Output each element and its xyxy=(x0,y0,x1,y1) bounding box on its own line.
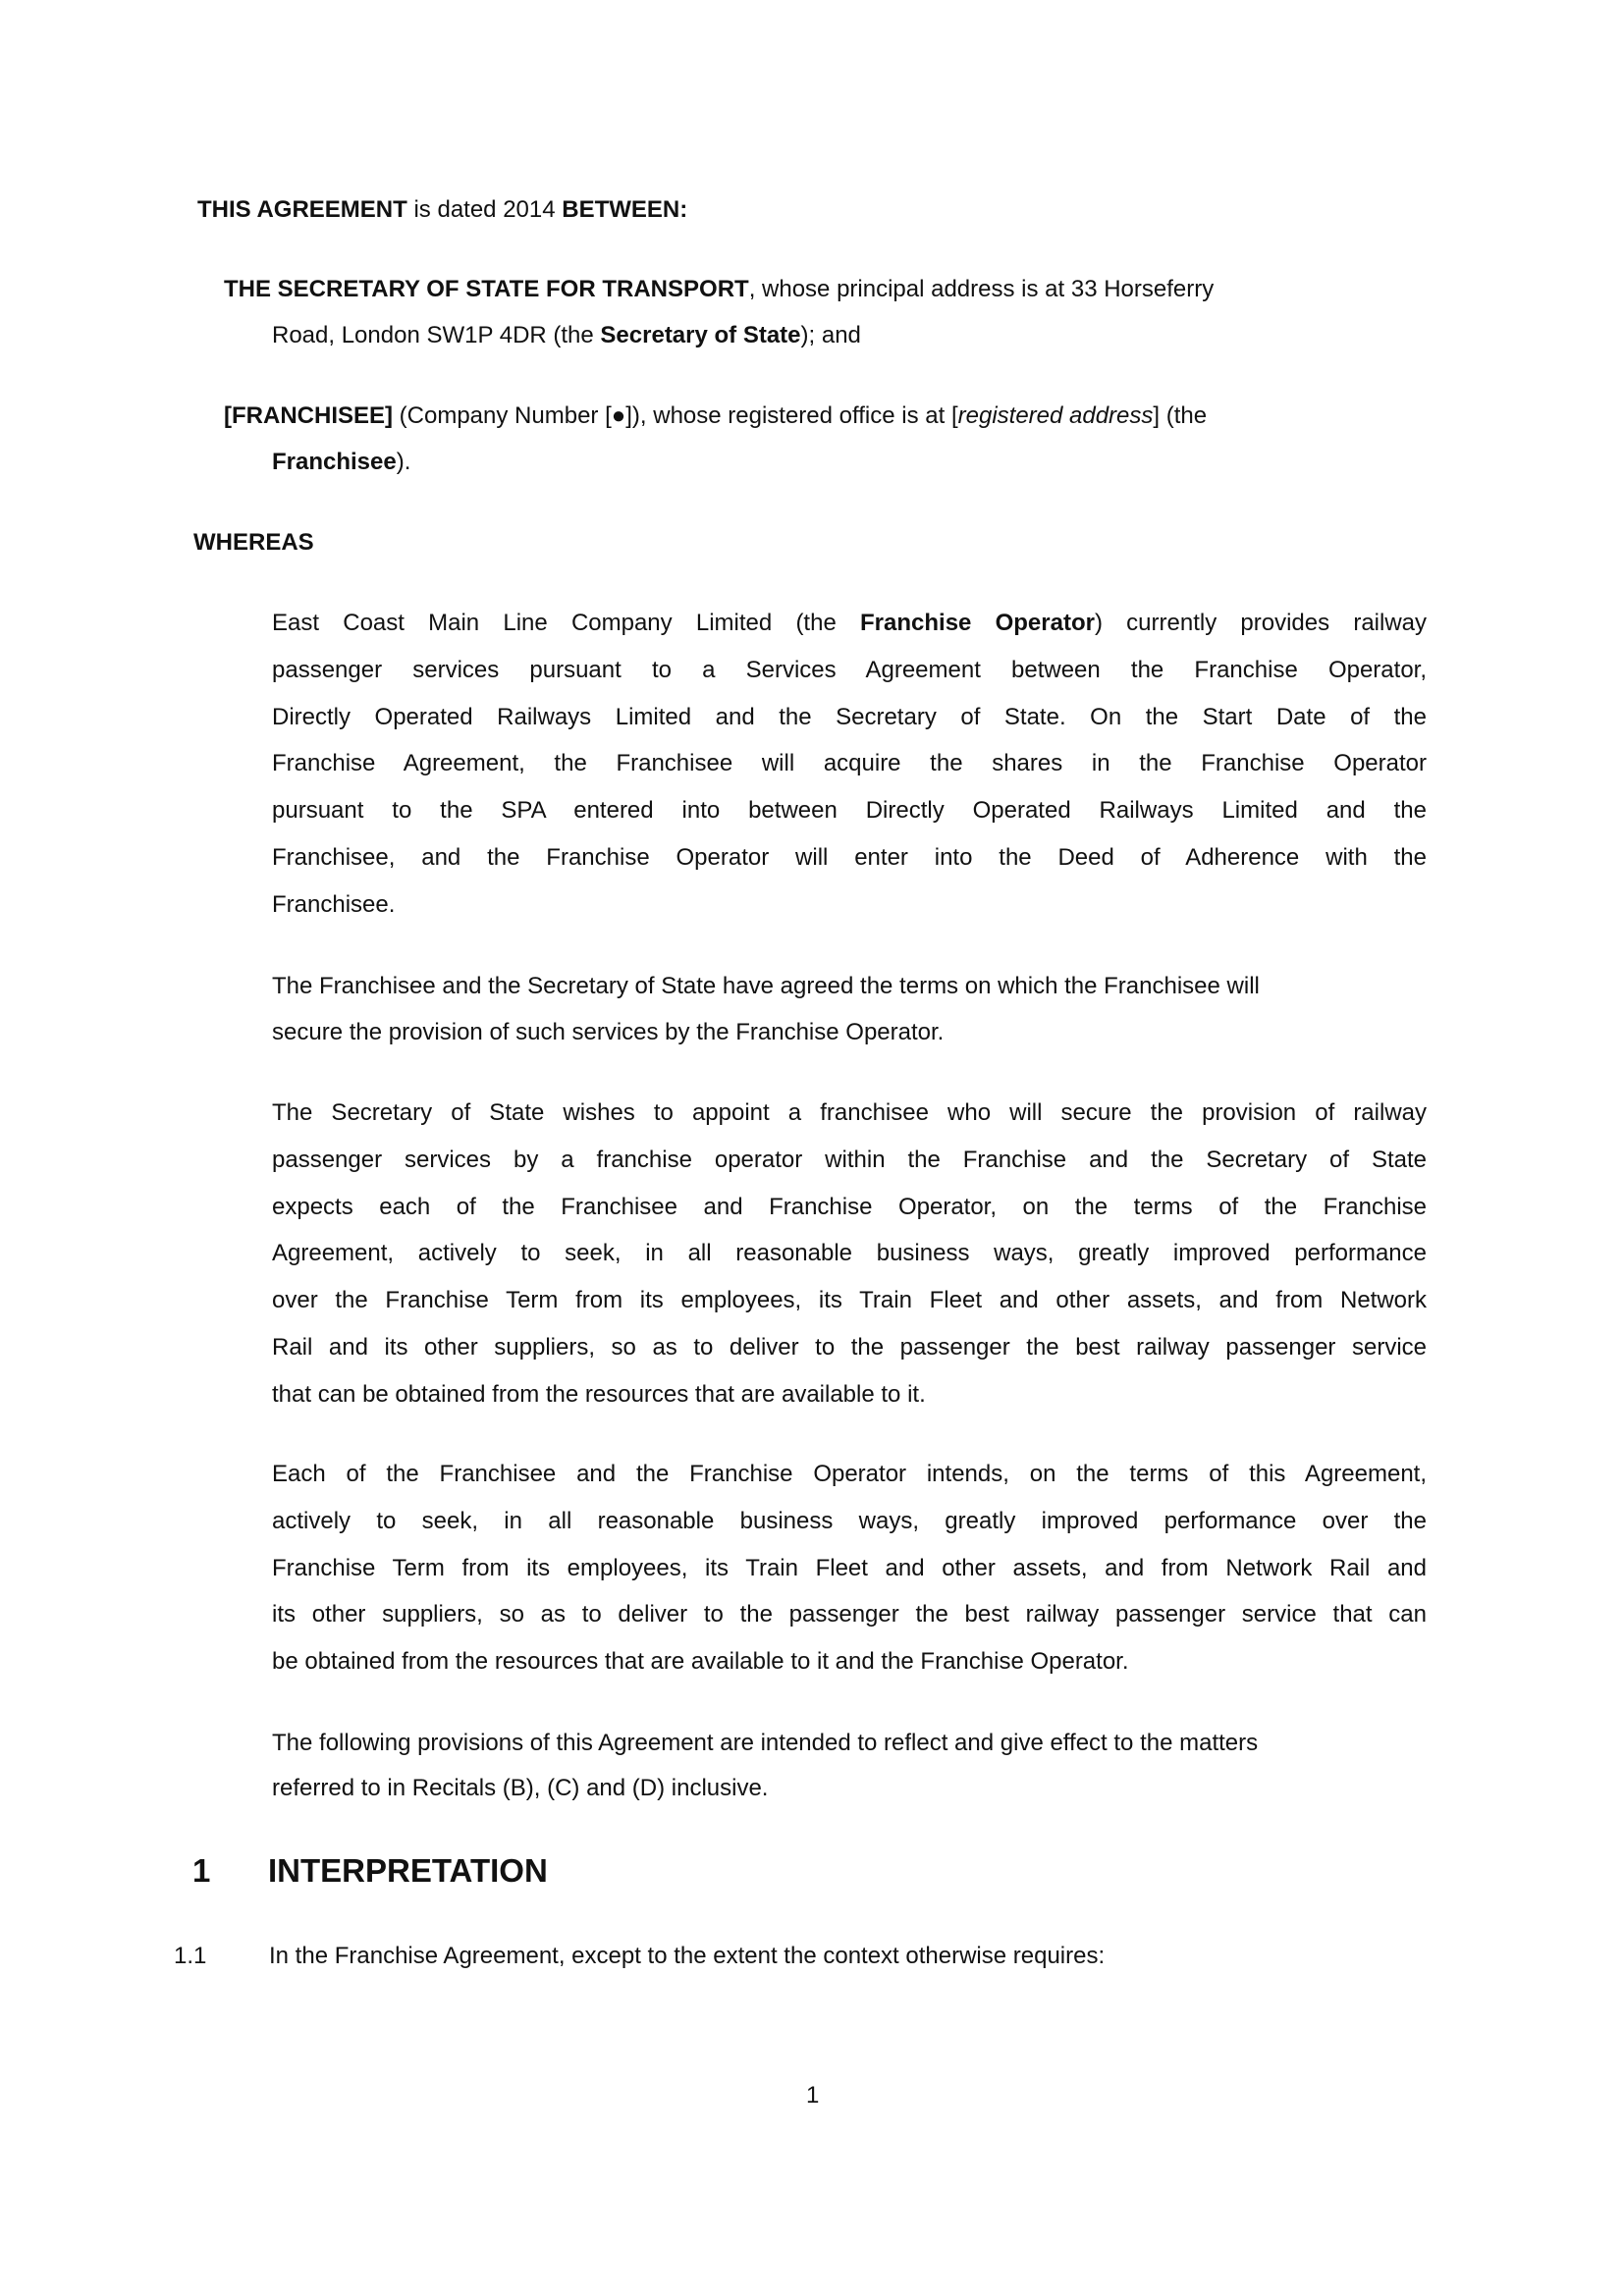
party-text: ); and xyxy=(800,322,861,348)
recital-line: referred to in Recitals (B), (C) and (D) inclusive. xyxy=(272,1775,769,1801)
recital-line: secure the provision of such services by the Franchise Operator. xyxy=(272,1019,945,1045)
recital-line: its other suppliers, so as to deliver to the passenger the best railway passenger service that can xyxy=(272,1601,1427,1628)
agreement-date-line xyxy=(197,198,687,222)
recital-line: Agreement, actively to seek, in all reasonable business ways, greatly improved performance xyxy=(272,1240,1427,1266)
party-text: ] (the xyxy=(1153,402,1208,429)
recital-line: The Franchisee and the Secretary of State have agreed the terms on which the Franchisee will xyxy=(272,973,1260,999)
recital-line: The Secretary of State wishes to appoint a franchisee who will secure the provision of railway xyxy=(272,1099,1427,1126)
recital-line: Directly Operated Railways Limited and the Secretary of State. On the Start Date of the xyxy=(272,704,1427,730)
recital-text: ) currently provides railway xyxy=(1094,610,1428,636)
party-line xyxy=(224,404,1207,428)
recital-line: pursuant to the SPA entered into between Directly Operated Railways Limited and the xyxy=(272,797,1427,824)
party-text: Road, London SW1P 4DR (the xyxy=(272,322,601,348)
recital-line: Rail and its other suppliers, so as to deliver to the passenger the best railway passenger service xyxy=(272,1334,1427,1361)
party-line xyxy=(224,278,1214,301)
recital-line: passenger services pursuant to a Services Agreement between the Franchise Operator, xyxy=(272,657,1427,683)
recital-line: actively to seek, in all reasonable business ways, greatly improved performance over the xyxy=(272,1508,1427,1534)
between-label: BETWEEN: xyxy=(562,196,688,223)
recital-line: that can be obtained from the resources that are available to it. xyxy=(272,1381,926,1408)
section-number: 1 xyxy=(192,1852,211,1889)
party-line xyxy=(272,324,861,347)
recital-line: expects each of the Franchisee and Franchise Operator, on the terms of the Franchise xyxy=(272,1194,1427,1220)
recital-line: over the Franchise Term from its employees, its Train Fleet and other assets, and from Network xyxy=(272,1287,1427,1313)
recital-line: Franchisee. xyxy=(272,891,396,918)
party-text: (Company Number [●]), whose registered office is at [ xyxy=(393,402,958,429)
recital-line xyxy=(272,612,1427,635)
party-name: THE SECRETARY OF STATE FOR TRANSPORT xyxy=(224,276,749,302)
recital-line: Each of the Franchisee and the Franchise Operator intends, on the terms of this Agreement, xyxy=(272,1461,1427,1487)
page-number: 1 xyxy=(806,2082,820,2109)
defined-term: Franchise Operator xyxy=(860,610,1095,636)
recital-line: be obtained from the resources that are available to it and the Franchise Operator. xyxy=(272,1648,1129,1675)
recital-line: Franchise Term from its employees, its Train Fleet and other assets, and from Network Rail and xyxy=(272,1555,1427,1581)
clause-number: 1.1 xyxy=(174,1943,207,1969)
whereas-heading: WHEREAS xyxy=(193,529,314,556)
recital-line: passenger services by a franchise operator within the Franchise and the Secretary of State xyxy=(272,1147,1427,1173)
party-line xyxy=(272,451,410,474)
placeholder-text: registered address xyxy=(957,402,1154,429)
recital-line: Franchisee, and the Franchise Operator will enter into the Deed of Adherence with the xyxy=(272,844,1427,871)
recital-line: Franchise Agreement, the Franchisee will acquire the shares in the Franchise Operator xyxy=(272,750,1427,776)
clause-text: In the Franchise Agreement, except to the extent the context otherwise requires: xyxy=(269,1943,1106,1969)
defined-term: Secretary of State xyxy=(600,322,801,348)
agreement-label: THIS AGREEMENT xyxy=(197,196,407,223)
recital-text: East Coast Main Line Company Limited (the xyxy=(272,610,861,636)
party-text: ). xyxy=(396,449,411,475)
party-name: [FRANCHISEE] xyxy=(224,402,393,429)
recital-line: The following provisions of this Agreement are intended to reflect and give effect to the matters xyxy=(272,1730,1259,1756)
dated-text: is dated 2014 xyxy=(406,196,563,223)
party-text: , whose principal address is at 33 Horseferry xyxy=(748,276,1215,302)
section-title: INTERPRETATION xyxy=(268,1852,548,1889)
defined-term: Franchisee xyxy=(272,449,397,475)
